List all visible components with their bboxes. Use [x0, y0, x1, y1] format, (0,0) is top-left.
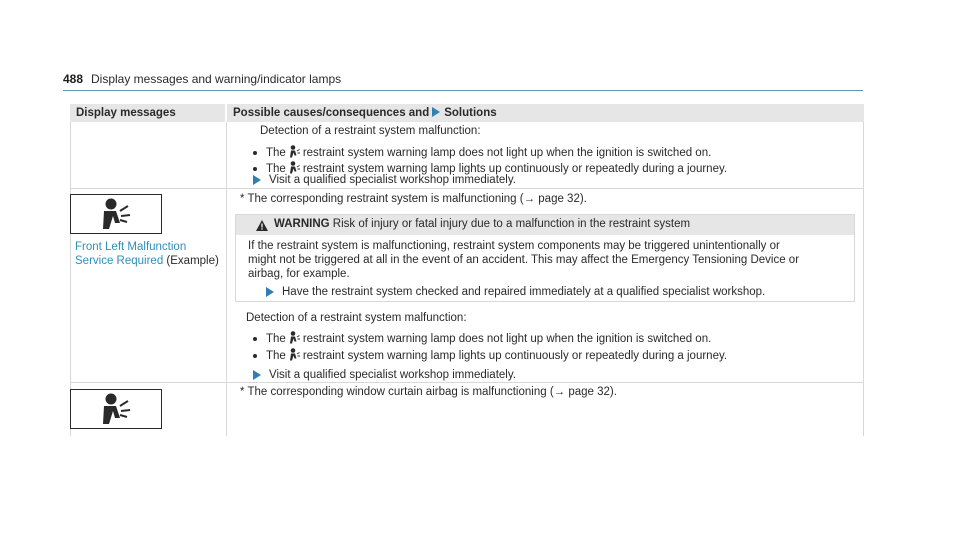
warning-body-line-3: airbag, for example.: [248, 268, 350, 280]
column-header-solutions-label: Solutions: [444, 107, 497, 119]
bullet: [253, 151, 257, 155]
restraint-system-warning-icon: [289, 331, 300, 344]
column-header-causes-label: Possible causes/consequences and: [233, 107, 430, 119]
warning-body-line-2: might not be triggered at all in the event of an accident. This may affect the Emergency Tensioning Device or: [248, 254, 800, 266]
bullet: [253, 354, 257, 358]
list-item-lead: The: [266, 147, 286, 159]
detection-text: Detection of a restraint system malfunction:: [246, 312, 467, 324]
bullet: [253, 337, 257, 341]
restraint-system-warning-icon: [101, 198, 133, 230]
cause-text: * The corresponding restraint system is malfunctioning (→ page 32).: [240, 193, 587, 205]
column-header-display-messages: Display messages: [70, 104, 225, 122]
warning-title: Risk of injury or fatal injury due to a malfunction in the restraint system: [332, 218, 691, 230]
list-item-text: restraint system warning lamp does not light up when the ignition is switched on.: [302, 147, 712, 159]
play-arrow-icon: [253, 370, 261, 380]
play-arrow-icon: [432, 107, 440, 117]
list-item-text: restraint system warning lamp does not light up when the ignition is switched on.: [302, 333, 712, 345]
warning-header-text: [274, 217, 690, 232]
bullet: [253, 167, 257, 171]
list-item: [266, 145, 711, 161]
play-arrow-icon: [266, 287, 274, 297]
list-item-lead: The: [266, 333, 286, 345]
restraint-system-warning-icon: [101, 393, 133, 425]
action-text: Visit a qualified specialist workshop immediately.: [269, 174, 516, 186]
warning-label: WARNING: [274, 218, 330, 230]
list-item-text: restraint system warning lamp lights up continuously or repeatedly during a journey.: [302, 350, 728, 362]
restraint-system-warning-icon: [289, 348, 300, 361]
message-line-2-link: Service Required: [75, 255, 164, 267]
warning-body-line-1: If the restraint system is malfunctioning, restraint system components may be triggered unintentionally or: [248, 240, 780, 252]
table-right-border: [863, 122, 864, 436]
header-rule: [63, 90, 863, 91]
warning-header: [236, 215, 854, 235]
message-example: (Example): [166, 255, 219, 267]
list-item-lead: The: [266, 163, 286, 175]
row-divider: [70, 188, 864, 189]
list-item-lead: The: [266, 350, 286, 362]
cause-text: * The corresponding window curtain airbag is malfunctioning (→ page 32).: [240, 386, 617, 398]
play-arrow-icon: [253, 175, 261, 185]
airbag-display-symbol: [70, 389, 162, 429]
message-line-2: [75, 254, 219, 269]
column-header-causes-solutions: [227, 104, 864, 122]
action-text: Visit a qualified specialist workshop immediately.: [269, 369, 516, 381]
list-item-text: restraint system warning lamp lights up continuously or repeatedly during a journey.: [302, 163, 728, 175]
warning-triangle-icon: [256, 220, 268, 231]
page-title: Display messages and warning/indicator lamps: [91, 72, 342, 86]
page-number: 488: [63, 72, 84, 86]
message-line-1: Front Left Malfunction: [75, 241, 187, 253]
list-item: [266, 331, 711, 347]
airbag-display-symbol: [70, 194, 162, 234]
page-header: [63, 71, 863, 89]
column-divider: [226, 122, 227, 436]
warning-box: [235, 214, 855, 302]
detection-text: Detection of a restraint system malfunction:: [260, 125, 481, 137]
display-messages-table: [70, 104, 864, 436]
list-item: [266, 348, 727, 364]
restraint-system-warning-icon: [289, 145, 300, 158]
warning-action-text: Have the restraint system checked and repaired immediately at a qualified specialist workshop.: [282, 286, 766, 298]
